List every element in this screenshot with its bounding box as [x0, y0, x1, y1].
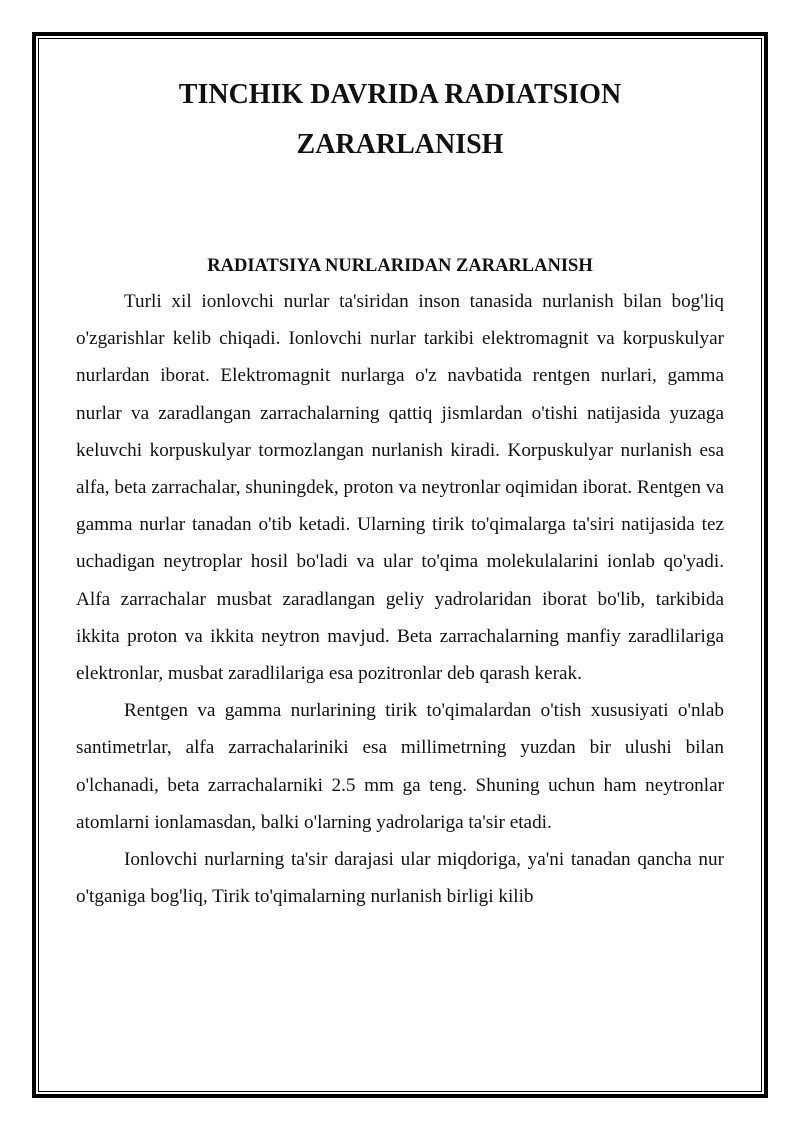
document-title-line-2: ZARARLANISH — [296, 129, 504, 160]
section-heading: RADIATSIYA NURLARIDAN ZARARLANISH — [207, 256, 593, 276]
paragraph: Rentgen va gamma nurlarining tirik to'qimalardan o'tish xususiyati o'nlab santimetrlar, alfa zarrachalariniki esa millimetrning yuzdan bir ulushi bilan o'lchanadi, beta zarrachalarniki 2.5 mm ga teng. Shuning uchun ham neytronlar atomlarni ionlamasdan, balki o'larning yadrolariga ta'sir etadi. — [76, 700, 724, 833]
document-body — [76, 283, 724, 915]
document-title-line-1: TINCHIK DAVRIDA RADIATSION — [178, 79, 622, 110]
paragraph: Turli xil ionlovchi nurlar ta'siridan inson tanasida nurlanish bilan bog'liq o'zgarishlar kelib chiqadi. Ionlovchi nurlar tarkibi elektromagnit va korpuskulyar nurlardan iborat. Elektromagnit nurlarga o'z navbatida rentgen nurlari, gamma nurlar va zaradlangan zarrachalarning qattiq jismlardan o'tishi natijasida yuzaga keluvchi korpuskulyar tormozlangan nurlanish kiradi. Korpuskulyar nurlanish esa alfa, beta zarrachalar, shuningdek, proton va neytronlar oqimidan iborat. Rentgen va gamma nurlar tanadan o'tib ketadi. Ularning tirik to'qimalarga ta'siri natijasida tez uchadigan neytroplar hosil bo'ladi va ular to'qima molekulalarini ionlab qo'yadi. Alfa zarrachalar musbat zaradlangan geliy yadrolaridan iborat bo'lib, tarkibida ikkita proton va ikkita neytron mavjud. Beta zarrachalarning manfiy zaradlilariga elektronlar, musbat zaradlilariga esa pozitronlar deb qarash kerak. — [76, 291, 724, 685]
paragraph: Ionlovchi nurlarning ta'sir darajasi ular miqdoriga, ya'ni tanadan qancha nur o'tganiga bog'liq, Tirik to'qimalarning nurlanish birligi kilib — [76, 849, 724, 908]
